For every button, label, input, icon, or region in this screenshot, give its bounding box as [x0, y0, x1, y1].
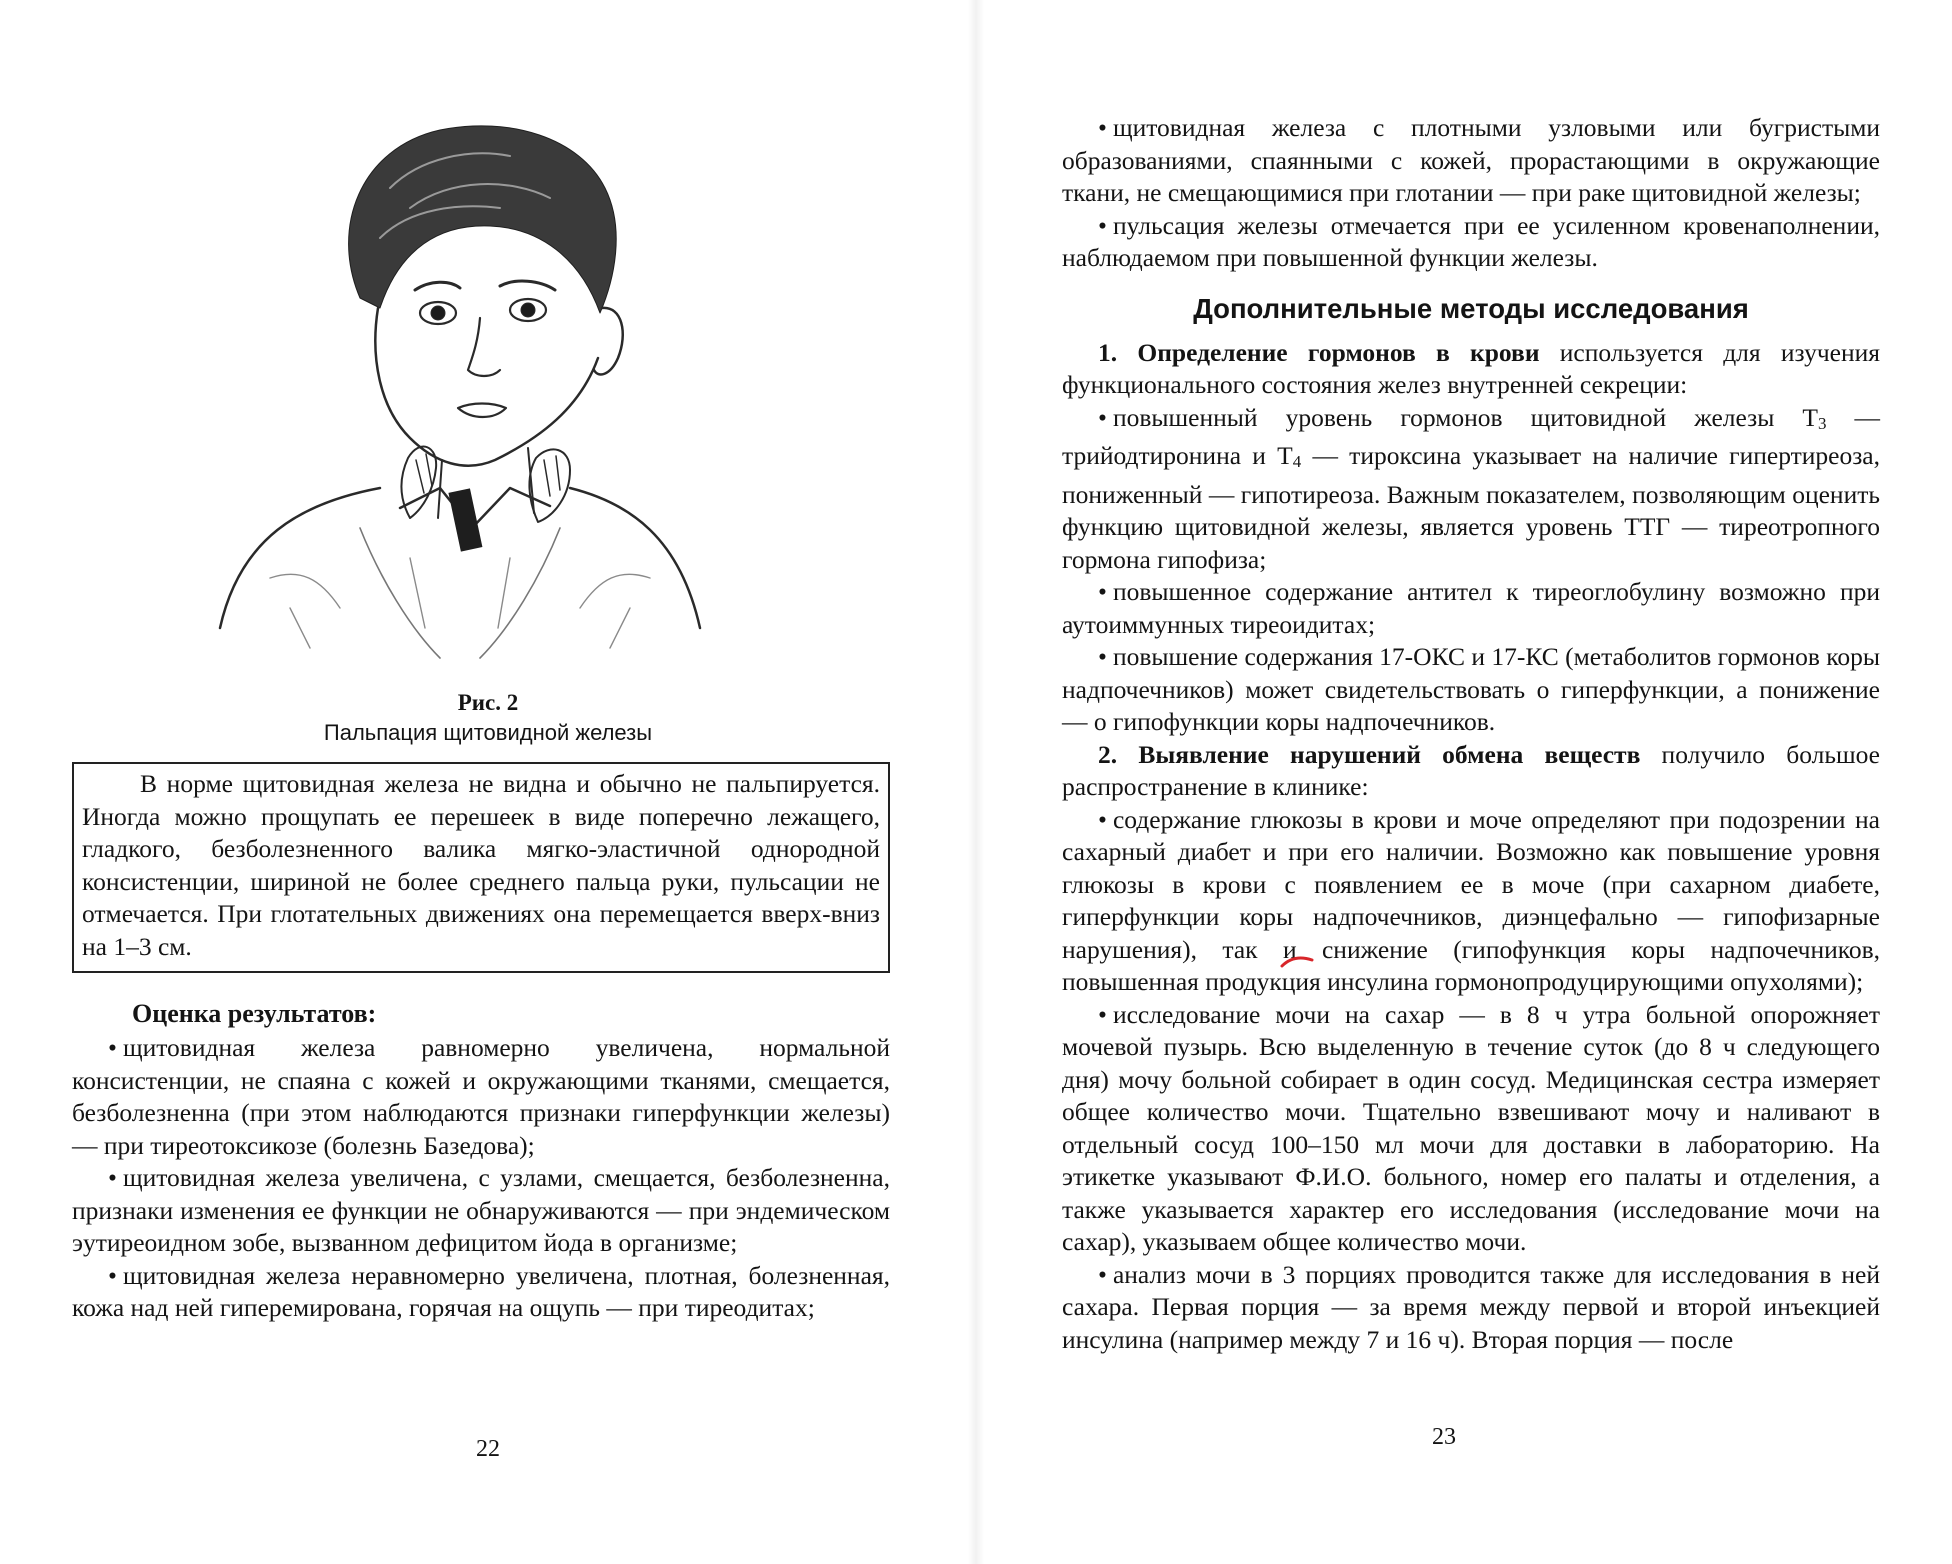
- list-item: • повышенное содержание антител к тиреоглобулину возможно при аутоиммунных тиреоидитах;: [1062, 577, 1880, 639]
- bullet-icon: •: [1098, 210, 1107, 240]
- figure-number: Рис. 2: [457, 690, 519, 715]
- section-title: Дополнительные методы исследования: [1193, 292, 1749, 324]
- figure-caption: Пальпация щитовидной железы: [323, 720, 653, 745]
- bullet-icon: •: [1098, 642, 1107, 671]
- page-number-right: 23: [1432, 1424, 1456, 1450]
- bullet-icon: •: [108, 1260, 117, 1290]
- norm-info-box: [72, 762, 890, 973]
- list-item: • исследование мочи на сахар — в 8 ч утра больной опорожняет мочевой пузырь. Всю выделенную в течение суток (до 8 ч следующего дня) мочу больной собирает в один сосуд. Медицинская сестра измеряет общее количество мочи. Тщательно взвешивают мочу и наливают в отдельный сосуд 100–150 мл мочи для доставки в лабораторию. На этикетке указывают Ф.И.О. больного, номер его палаты и отделения, а также указывается характер его исследования (исследование мочи на сахар), указываем общее количество мочи.: [1062, 999, 1880, 1256]
- bullet-icon: •: [1098, 1259, 1107, 1289]
- bullet-icon: •: [1098, 577, 1107, 606]
- figure-illustration: [210, 108, 710, 668]
- right-page: [976, 0, 1952, 1564]
- bullet-icon: •: [1098, 402, 1107, 432]
- bullet-icon: •: [1098, 999, 1107, 1029]
- bullet-icon: •: [1098, 113, 1107, 142]
- list-item: • повышенный уровень гормонов щитовидной железы Т3 — трийодтиронина и Т4 — тироксина указывает на наличие гипертиреоза, пониженный — гипотиреоза. Важным показателем, позволяющим оценить функцию щитовидной железы, является уровень ТТГ — тиреотропного гормона гипофиза;: [1062, 402, 1880, 574]
- bullet-icon: •: [1098, 804, 1107, 834]
- method-item-1: 1. Определение гормонов в крови используется для изучения функционального состояния желез внутренней секреции:: [1062, 337, 1880, 399]
- red-pen-mark-icon: [1278, 952, 1318, 972]
- page-number-left: 22: [476, 1436, 500, 1462]
- left-body-text: [72, 998, 890, 1325]
- norm-paragraph: В норме щитовидная железа не видна и обычно не пальпируется. Иногда можно прощупать ее перешеек в виде поперечно лежащего, гладкого, безболезненного валика мягко-эластичной однородной консистенции, шириной не более среднего пальца руки, пульсации не отмечается. При глотательных движениях она перемещается вверх-вниз на 1–3 см.: [82, 769, 880, 961]
- list-item: • пульсация железы отмечается при ее усиленном кровенаполнении, наблюдаемом при повышенной функции железы.: [1062, 210, 1880, 272]
- method-item-2: 2. Выявление нарушений обмена веществ получило большое распространение в клинике:: [1062, 739, 1880, 801]
- bullet-icon: •: [108, 1163, 117, 1192]
- method-item-2-lead: 2. Выявление нарушений обмена веществ: [1098, 739, 1641, 769]
- list-item: • щитовидная железа с плотными узловыми или бугристыми образованиями, спаянными с кожей, прорастающими в окружающие ткани, не смещающимися при глотании — при раке щитовидной железы;: [1062, 113, 1880, 207]
- list-item: • щитовидная железа увеличена, с узлами, смещается, безболезненна, признаки изменения ее функции не обнаруживаются — при эндемическом эутиреоидном зобе, вызванном дефицитом йода в организме;: [72, 1163, 890, 1257]
- palpation-drawing: [210, 108, 710, 668]
- list-item: • анализ мочи в 3 порциях проводится также для исследования в ней сахара. Первая порция — за время между первой и второй инъекцией инсулина (например между 7 и 16 ч). Вторая порция — после: [1062, 1259, 1880, 1354]
- results-heading: Оценка результатов:: [132, 999, 377, 1028]
- list-item: • повышение содержания 17-ОКС и 17-КС (метаболитов гормонов коры надпочечников) может свидетельствовать о гиперфункции, а понижение — о гипофункции коры надпочечников.: [1062, 642, 1880, 736]
- list-item: • щитовидная железа равномерно увеличена, нормальной консистенции, не спаяна с кожей и окружающими тканями, смещается, безболезненна (при этом наблюдаются признаки гиперфункции железы) — при тиреотоксикозе (болезнь Базедова);: [72, 1033, 890, 1160]
- list-item: • содержание глюкозы в крови и моче определяют при подозрении на сахарный диабет и при его наличии. Возможно как повышение уровня глюкозы в крови с появлением ее в моче (при сахарном диабете, гиперфункции коры надпочечников, диэнцефально — гипофизарные нарушения), так и снижение (гипофункция коры надпочечников, повышенная продукция инсулина гормонопродуцирующими опухолями);: [1062, 804, 1880, 996]
- right-body-text: [1062, 112, 1880, 1356]
- method-item-1-lead: 1. Определение гормонов в крови: [1098, 337, 1540, 367]
- list-item: • щитовидная железа неравномерно увеличена, плотная, болезненная, кожа над ней гиперемирована, горячая на ощупь — при тиреодитах;: [72, 1260, 890, 1322]
- bullet-icon: •: [108, 1033, 117, 1062]
